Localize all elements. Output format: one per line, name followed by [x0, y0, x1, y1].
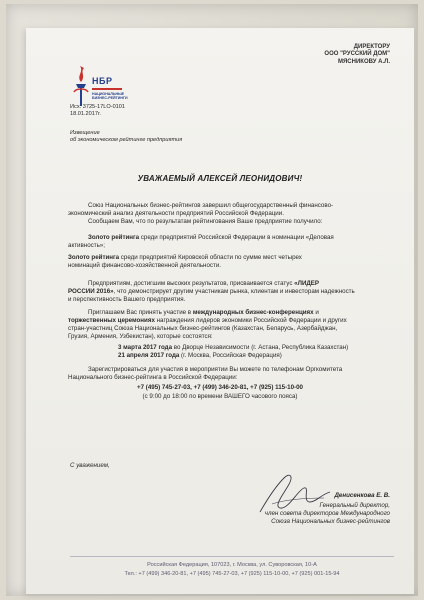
logo-caption: НАЦИОНАЛЬНЫЕ БИЗНЕС-РЕЙТИНГИ: [92, 92, 128, 101]
award2-bold: Золото рейтинга: [68, 254, 120, 261]
signer-title1: Генеральный директор,: [319, 502, 390, 509]
signer-title3: Союза Национальных бизнес-рейтингов: [271, 518, 390, 525]
p2-status-a: «ЛИДЕР: [294, 280, 320, 287]
p3-line2: [68, 317, 347, 325]
p2-text-a: Предприятиям, достигшим высоких результатов, присваивается статус: [88, 280, 293, 287]
org-hours: (с 9:00 до 18:00 по времени ВАШЕГО часового пояса): [142, 393, 298, 400]
event1-date: 3 марта 2017 года: [118, 344, 173, 351]
logo-abbr: НБР: [92, 76, 113, 86]
subject-line1: Извещение: [70, 130, 100, 136]
signer-title2: член совета директоров Международного: [264, 510, 390, 517]
p2-line2: [68, 288, 355, 296]
footer-divider: [70, 556, 394, 557]
award1-text: среди предприятий Российской Федерации в номинации «Деловая: [140, 234, 334, 241]
p3-bold-a: международных бизнес-конференциях: [192, 309, 314, 316]
p3-line1: [88, 309, 319, 317]
p1-line1: Союз Национальных бизнес-рейтингов завершил общегосударственный финансово-: [88, 202, 334, 209]
recipient-line3: МЯСНИКОВУ А.Л.: [338, 58, 390, 65]
logo-divider: [92, 88, 122, 90]
greeting: УВАЖАЕМЫЙ АЛЕКСЕЙ ЛЕОНИДОВИЧ!: [137, 174, 303, 183]
p3-text-a: Приглашаем Вас принять участие в: [88, 309, 192, 316]
footer-address: Российская Федерация, 107023, г. Москва, ул. Суворовская, 10-А: [147, 562, 317, 568]
p1-line2: экономический анализ деятельности предприятий Российской Федерации.: [68, 210, 284, 217]
p3-bold-b: торжественных церемониях: [68, 317, 155, 324]
award1-line1: [88, 234, 334, 242]
p3-line3: стран-участниц Союза Национальных бизнес-рейтингов (Казахстан, Беларусь, Азербайджан,: [68, 325, 338, 332]
signer-name: Денисенкова Е. В.: [334, 492, 390, 499]
award1-bold: Золото рейтинга: [88, 234, 140, 241]
ref-number: Исх. 3725-17LO-0101: [70, 104, 126, 110]
p2-status-b: РОССИИ 2016»: [68, 288, 114, 295]
footer-phones: Тел.: +7 (499) 346-20-81, +7 (495) 745-27-03, +7 (925) 115-10-00, +7 (925) 001-15-94: [124, 571, 340, 577]
p1-line3: Сообщаем Вам, что по результатам рейтингования Ваше предприятие получило:: [88, 218, 323, 225]
p2-line1: [88, 280, 319, 288]
letter-sheet: [26, 28, 414, 594]
event2: [118, 352, 282, 360]
org-phones: +7 (495) 745-27-03, +7 (499) 346-20-81, +7 (925) 115-10-00: [137, 384, 303, 391]
recipient-block: [324, 44, 390, 66]
p4-line2: Национального бизнес-рейтинга в Российской Федерации:: [68, 374, 238, 381]
award2-text: среди предприятий Кировской области по сумме мест четырех: [120, 254, 302, 261]
award1-line2: активность»;: [68, 242, 105, 249]
event1: [118, 344, 348, 352]
event1-place: во Дворце Независимости (г. Астана, Республика Казахстан): [173, 344, 349, 351]
award2-line2: номинаций финансово-хозяйственной деятельности.: [68, 262, 222, 269]
event2-place: (г. Москва, Российская Федерация): [181, 352, 282, 359]
ref-date: 18.01.2017г.: [70, 111, 101, 117]
p3-text-b: награждения лидеров экономики Российской Федерации и других: [156, 317, 347, 324]
recipient-line2: ООО "РУССКИЙ ДОМ": [324, 51, 390, 58]
p2-text-b: , что демонстрирует другим участникам рынка, клиентам и инвесторам надежность: [113, 288, 355, 295]
award2-line1: [68, 254, 302, 262]
p3-line4: Грузия, Армения, Узбекистан), которые состоятся:: [68, 333, 213, 340]
subject-line2: об экономическом рейтинге предприятия: [70, 137, 183, 143]
event2-date: 21 апреля 2017 года: [118, 352, 180, 359]
closing: С уважением,: [70, 462, 110, 469]
picture-frame: [6, 4, 418, 596]
recipient-line1: ДИРЕКТОРУ: [353, 44, 390, 50]
p4-line1: Зарегистрироваться для участия в мероприятии Вы можете по телефонам Оргкомитета: [88, 366, 343, 373]
p2-line3: и перспективность Вашего предприятия.: [68, 296, 186, 303]
p3-text-c: и: [315, 309, 319, 316]
